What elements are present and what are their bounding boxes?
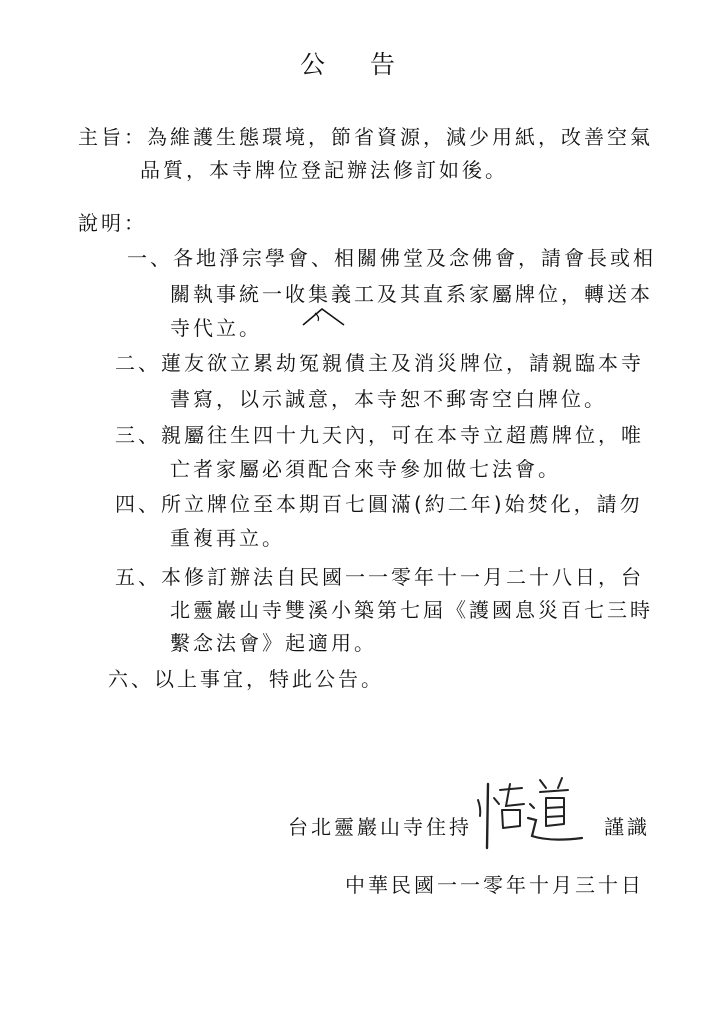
item-5-line-2: 北靈巖山寺雙溪小築第七屆《護國息災百七三時 — [170, 598, 653, 622]
item-4-line-1: 四、所立牌位至本期百七圓滿(約二年)始焚化，請勿 — [115, 492, 643, 516]
handwritten-signature — [470, 770, 590, 860]
item-3-line-1: 三、親屬往生四十九天內，可在本寺立超薦牌位，唯 — [115, 423, 644, 447]
signature-closing: 謹識 — [604, 815, 650, 839]
notice-date: 中華民國一一零年十月三十日 — [345, 873, 644, 897]
item-4-line-2: 重複再立。 — [170, 526, 285, 550]
item-1-line-3: 寺代立。 — [170, 316, 262, 340]
notice-title-char-1: 公 — [300, 50, 326, 79]
signature-org: 台北靈巖山寺住持 — [288, 815, 472, 839]
item-1-line-2: 關執事統一收集義工及其直系家屬牌位，轉送本 — [170, 282, 653, 306]
item-2-line-2: 書寫，以示誠意，本寺恕不郵寄空白牌位。 — [170, 387, 607, 411]
item-1-line-1: 一、各地淨宗學會、相關佛堂及念佛會，請會長或相 — [127, 246, 656, 270]
insertion-mark-icon — [300, 301, 350, 327]
subject-line-2: 品質，本寺牌位登記辦法修訂如後。 — [140, 158, 508, 182]
notice-title-char-2: 告 — [370, 50, 396, 79]
item-6-line-1: 六、以上事宜，特此公告。 — [108, 667, 384, 691]
item-5-line-3: 繫念法會》起適用。 — [170, 631, 377, 655]
item-3-line-2: 亡者家屬必須配合來寺參加做七法會。 — [170, 457, 561, 481]
item-5-line-1: 五、本修訂辦法自民國一一零年十一月二十八日，台 — [115, 565, 644, 589]
subject-line-1: 主旨：為維護生態環境，節省資源，減少用紙，改善空氣 — [78, 125, 653, 149]
item-2-line-1: 二、蓮友欲立累劫冤親債主及消災牌位，請親臨本寺 — [115, 351, 644, 375]
explanation-label: 說明： — [78, 211, 147, 235]
